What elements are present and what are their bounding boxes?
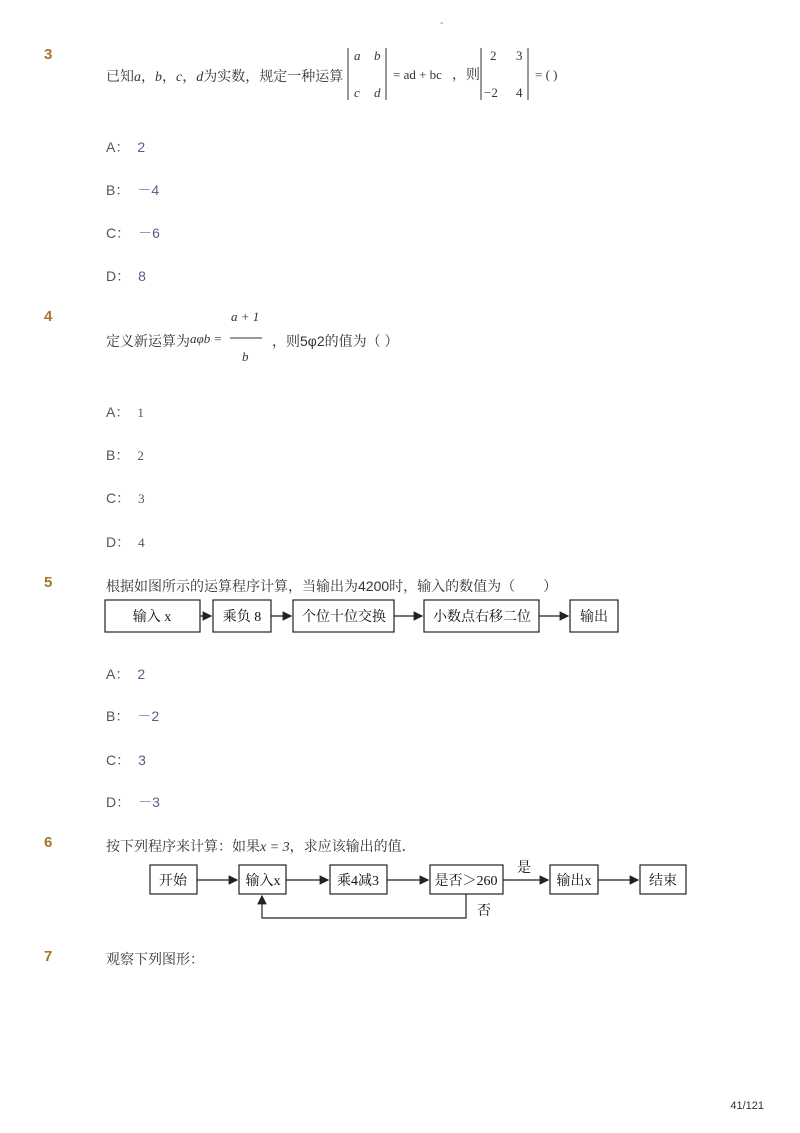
question-number: 6	[44, 834, 53, 851]
page-number: 41/121	[730, 1100, 764, 1112]
option-value: 2	[137, 448, 144, 463]
option-label: B：	[106, 447, 130, 463]
flow-label-shift: 小数点右移二位	[433, 610, 531, 625]
option-value: 2	[137, 666, 146, 682]
header-mark: -	[440, 18, 444, 29]
q6-text-pre: 按下列程序来计算：如果	[106, 838, 260, 854]
option-label: B：	[106, 182, 130, 198]
flow-label-start: 开始	[159, 874, 187, 889]
question-3-text: 已知a，b，c，d为实数，规定一种运算	[106, 68, 344, 85]
option-label: D：	[106, 268, 131, 284]
flow-label-compute: 乘4减3	[337, 874, 379, 889]
flow-label-decision: 是否＞260	[434, 874, 498, 889]
question-number: 7	[44, 948, 53, 965]
q3-def-b: b	[374, 48, 381, 63]
option-value: －6	[138, 225, 160, 241]
question-5-text: 根据如图所示的运算程序计算，当输出为4200时，输入的数值为（ ）	[106, 578, 558, 594]
question-number: 3	[44, 46, 53, 63]
q4-text-pre: 定义新运算为	[106, 333, 190, 349]
question-number: 5	[44, 574, 53, 591]
q4-frac-den: b	[242, 349, 249, 364]
q3-text-pre: 已知	[106, 68, 134, 84]
option-b[interactable]	[106, 445, 144, 465]
option-value: －2	[137, 708, 160, 724]
q4-frac-num: a + 1	[231, 309, 260, 324]
q3-eq-tail: = ( )	[535, 67, 558, 82]
q3-eval-d: 4	[516, 85, 523, 100]
option-label: D：	[106, 534, 131, 550]
q3-determinant-expression	[344, 44, 604, 104]
q3-var-d: d	[196, 70, 204, 85]
option-a[interactable]	[106, 402, 144, 422]
flow-label-swap: 个位十位交换	[302, 610, 386, 625]
option-c[interactable]	[106, 223, 160, 243]
option-label: C：	[106, 490, 131, 506]
option-c[interactable]	[106, 488, 145, 508]
option-label: A：	[106, 404, 130, 420]
option-value: 8	[138, 268, 146, 284]
option-value: －4	[137, 182, 160, 198]
flow-label-end: 结束	[649, 874, 677, 889]
option-label: A：	[106, 139, 130, 155]
q3-eval-c: −2	[484, 85, 498, 100]
option-b[interactable]	[106, 180, 159, 200]
question-6-text	[106, 836, 416, 856]
q5-flowchart	[104, 598, 624, 636]
q6-text-post: ，求应该输出的值．	[289, 838, 416, 854]
flow-label-output: 输出	[580, 610, 608, 625]
option-value: 1	[137, 405, 144, 420]
option-value: 3	[138, 491, 145, 506]
q3-def-c: c	[354, 85, 360, 100]
q4-text-post: ，则5φ2的值为（ ）	[272, 333, 399, 349]
option-c[interactable]	[106, 750, 146, 770]
flow-label-multiply: 乘负 8	[222, 610, 262, 625]
flow-label-yes: 是	[517, 861, 531, 876]
option-label: B：	[106, 708, 130, 724]
flow-label-input: 输入x	[245, 874, 281, 889]
option-label: D：	[106, 794, 131, 810]
q3-text-then: ，则	[452, 66, 480, 82]
option-d[interactable]	[106, 792, 160, 812]
option-a[interactable]	[106, 664, 145, 684]
q4-expr-left: aφb =	[190, 331, 223, 346]
flow-label-output: 输出x	[556, 874, 592, 889]
q3-eval-b: 3	[516, 48, 523, 63]
q6-condition: x = 3	[260, 840, 290, 855]
option-label: C：	[106, 752, 131, 768]
option-b[interactable]	[106, 706, 159, 726]
option-label: C：	[106, 225, 131, 241]
option-d[interactable]	[106, 532, 145, 552]
option-label: A：	[106, 666, 130, 682]
q3-var-a: a	[134, 70, 141, 85]
option-value: 4	[138, 535, 145, 550]
q3-var-c: c	[176, 70, 183, 85]
q3-text-mid: 为实数，规定一种运算	[203, 68, 344, 84]
q3-def-a: a	[354, 48, 361, 63]
flow-label-input: 输入 x	[132, 610, 172, 625]
q6-flowchart	[148, 856, 693, 922]
option-value: －3	[138, 794, 160, 810]
q3-eval-a: 2	[490, 48, 497, 63]
q4-fraction-expression	[190, 306, 280, 366]
q3-def-d: d	[374, 85, 381, 100]
flow-label-no: 否	[477, 904, 491, 919]
option-value: 2	[137, 139, 146, 155]
q3-var-b: b	[155, 70, 162, 85]
option-a[interactable]	[106, 137, 145, 157]
option-value: 3	[138, 752, 146, 768]
question-7-text: 观察下列图形：	[106, 951, 204, 967]
q3-def-eq: = ad + bc	[393, 67, 442, 82]
option-d[interactable]	[106, 266, 146, 286]
question-number: 4	[44, 308, 53, 325]
